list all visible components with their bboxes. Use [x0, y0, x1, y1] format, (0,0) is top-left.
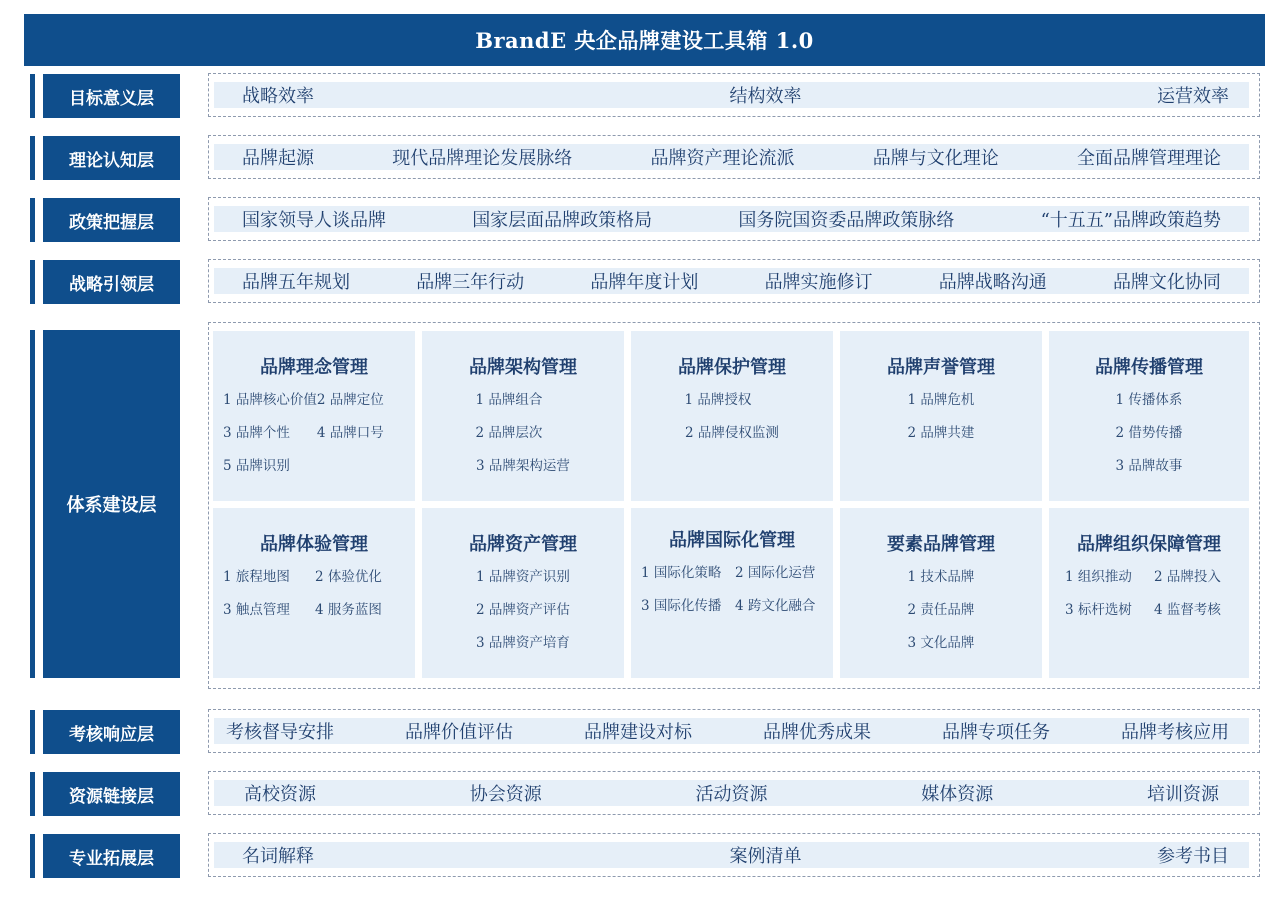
card-title: 要素品牌管理	[887, 534, 995, 555]
system-card	[213, 331, 415, 501]
card-item: 4 服务蓝图	[315, 602, 382, 618]
card-item: 2 借势传播	[1115, 425, 1183, 441]
label-accent-bar	[30, 330, 35, 678]
card-item: 2 品牌共建	[907, 425, 975, 441]
layer-items-band	[214, 842, 1249, 868]
card-title: 品牌架构管理	[469, 357, 577, 378]
card-item: 3 文化品牌	[907, 635, 975, 651]
card-item: 1 品牌组合	[475, 392, 543, 408]
system-card	[631, 508, 833, 678]
layer-item: 名词解释	[242, 846, 314, 867]
layer-item: 品牌年度计划	[590, 272, 699, 293]
layer-item: 参考书目	[1157, 846, 1229, 867]
card-items	[840, 568, 1042, 652]
card-item: 2 品牌层次	[475, 425, 543, 441]
card-item: 1 旅程地图	[223, 569, 290, 585]
card-title: 品牌组织保障管理	[1077, 534, 1221, 555]
layer-label-goal	[30, 74, 180, 118]
card-item: 2 责任品牌	[907, 602, 975, 618]
layer-label-text: 体系建设层	[43, 330, 180, 678]
card-item: 3 品牌故事	[1115, 458, 1183, 474]
layer-row-strategy	[208, 259, 1260, 303]
card-title: 品牌国际化管理	[669, 530, 795, 551]
system-card-grid	[208, 322, 1260, 689]
layer-item: 品牌三年行动	[416, 272, 525, 293]
layer-item: 活动资源	[695, 784, 768, 805]
layer-items-band	[214, 718, 1249, 744]
label-accent-bar	[30, 710, 35, 754]
card-items	[422, 568, 624, 652]
card-items	[422, 391, 624, 475]
layer-label-system	[30, 330, 180, 678]
card-item: 3 品牌资产培育	[476, 635, 570, 651]
label-accent-bar	[30, 136, 35, 180]
system-card	[631, 331, 833, 501]
label-accent-bar	[30, 260, 35, 304]
card-item: 1 品牌核心价值	[223, 392, 317, 408]
layer-row-policy	[208, 197, 1260, 241]
layer-label-theory	[30, 136, 180, 180]
layer-label-extension	[30, 834, 180, 878]
card-title: 品牌资产管理	[469, 534, 577, 555]
layer-item: 品牌价值评估	[405, 722, 513, 743]
card-item: 2 体验优化	[315, 569, 382, 585]
label-accent-bar	[30, 74, 35, 118]
layer-item: 协会资源	[469, 784, 542, 805]
card-title: 品牌声誉管理	[887, 357, 995, 378]
layer-item: 国务院国资委品牌政策脉络	[738, 210, 955, 231]
card-item: 3 国际化传播	[641, 598, 722, 614]
layer-item: 品牌起源	[242, 148, 314, 169]
card-item: 2 品牌侵权监测	[685, 425, 779, 441]
layer-items-band	[214, 268, 1249, 294]
diagram-title: BrandE 央企品牌建设工具箱 1.0	[24, 14, 1265, 66]
layer-items-band	[214, 780, 1249, 806]
layer-item: 国家领导人谈品牌	[242, 210, 386, 231]
card-item: 2 国际化运营	[735, 565, 816, 581]
card-items	[631, 391, 833, 442]
card-item: 3 品牌架构运营	[476, 458, 570, 474]
layer-item: 案例清单	[729, 846, 802, 867]
layer-row-resource	[208, 771, 1260, 815]
layer-items-band	[214, 206, 1249, 232]
layer-label-text: 资源链接层	[43, 772, 180, 816]
layer-label-resource	[30, 772, 180, 816]
layer-item: 品牌文化协同	[1112, 272, 1221, 293]
card-item: 1 国际化策略	[641, 565, 722, 581]
layer-item: 国家层面品牌政策格局	[472, 210, 653, 231]
card-item: 3 品牌个性	[223, 425, 290, 441]
card-item: 2 品牌资产评估	[476, 602, 570, 618]
layer-item: 品牌考核应用	[1121, 722, 1229, 743]
layer-item: 培训资源	[1147, 784, 1219, 805]
layer-label-policy	[30, 198, 180, 242]
card-item: 1 品牌资产识别	[476, 569, 570, 585]
card-title: 品牌保护管理	[678, 357, 786, 378]
card-item: 4 跨文化融合	[735, 598, 816, 614]
card-item: 4 监督考核	[1154, 602, 1221, 618]
layer-items-band	[214, 144, 1249, 170]
card-items	[1049, 568, 1249, 619]
layer-label-text: 考核响应层	[43, 710, 180, 754]
label-accent-bar	[30, 198, 35, 242]
system-card	[840, 331, 1042, 501]
layer-item: 战略效率	[242, 86, 314, 107]
label-accent-bar	[30, 772, 35, 816]
layer-item: 运营效率	[1157, 86, 1229, 107]
layer-item: 品牌资产理论流派	[650, 148, 795, 169]
card-item: 3 标杆选树	[1065, 602, 1132, 618]
card-item: 2 品牌定位	[316, 392, 384, 408]
layer-item: 品牌战略沟通	[938, 272, 1047, 293]
layer-items-band	[214, 82, 1249, 108]
card-items	[213, 391, 415, 475]
layer-item: 全面品牌管理理论	[1077, 148, 1221, 169]
card-item: 1 组织推动	[1065, 569, 1132, 585]
layer-label-text: 战略引领层	[43, 260, 180, 304]
system-card	[213, 508, 415, 678]
layer-label-text: 政策把握层	[43, 198, 180, 242]
layer-row-goal	[208, 73, 1260, 117]
card-item: 1 传播体系	[1115, 392, 1183, 408]
system-card	[1049, 331, 1249, 501]
system-card	[422, 331, 624, 501]
layer-label-strategy	[30, 260, 180, 304]
card-item: 4 品牌口号	[316, 425, 384, 441]
layer-label-text: 目标意义层	[43, 74, 180, 118]
layer-item: 高校资源	[244, 784, 316, 805]
card-item: 3 触点管理	[223, 602, 290, 618]
label-accent-bar	[30, 834, 35, 878]
card-items	[840, 391, 1042, 442]
layer-item: 品牌建设对标	[584, 722, 692, 743]
card-title: 品牌传播管理	[1095, 357, 1203, 378]
card-item: 1 品牌授权	[684, 392, 752, 408]
card-items	[1049, 391, 1249, 475]
layer-item: 现代品牌理论发展脉络	[392, 148, 573, 169]
card-title: 品牌体验管理	[260, 534, 368, 555]
layer-item: 媒体资源	[921, 784, 994, 805]
layer-item: 品牌与文化理论	[872, 148, 999, 169]
system-card	[840, 508, 1042, 678]
layer-item: 品牌五年规划	[242, 272, 350, 293]
layer-item: 考核督导安排	[226, 722, 334, 743]
system-card	[422, 508, 624, 678]
card-title: 品牌理念管理	[260, 357, 368, 378]
card-item: 5 品牌识别	[223, 458, 290, 474]
layer-label-text: 理论认知层	[43, 136, 180, 180]
layer-item: “十五五”品牌政策趋势	[1040, 210, 1221, 231]
card-item: 1 品牌危机	[907, 392, 975, 408]
layer-row-assessment	[208, 709, 1260, 753]
card-items	[213, 568, 415, 619]
layer-item: 品牌专项任务	[942, 722, 1050, 743]
layer-row-theory	[208, 135, 1260, 179]
layer-item: 品牌实施修订	[764, 272, 873, 293]
layer-label-assessment	[30, 710, 180, 754]
layer-item: 结构效率	[729, 86, 802, 107]
layer-label-text: 专业拓展层	[43, 834, 180, 878]
layer-item: 品牌优秀成果	[763, 722, 871, 743]
layer-row-extension	[208, 833, 1260, 877]
system-card	[1049, 508, 1249, 678]
card-items	[631, 564, 833, 615]
card-item: 2 品牌投入	[1154, 569, 1221, 585]
card-item: 1 技术品牌	[907, 569, 975, 585]
